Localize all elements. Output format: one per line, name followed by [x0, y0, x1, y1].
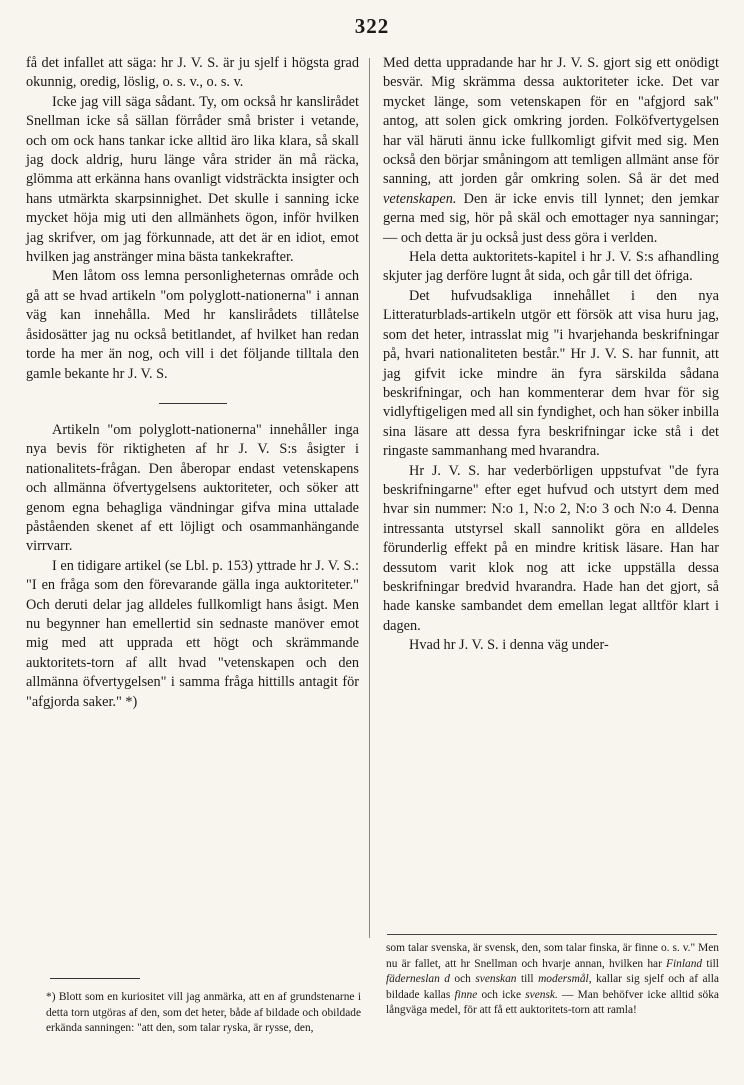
left-paragraph-5: I en tidigare artikel (se Lbl. p. 153) yttrade hr J. V. S.: "I en fråga som den förevarande gälla inga auktoriteter." Och deruti delar jag alldeles fullkomligt hans åsigt. Men nu begynner han emellertid sin sednaste manöver emot mig med att upprada ett högt och skrämmande auktoritets-torn af allt hvad "vetenskapen och den allmänna öfvertygelsen" i samma fråga hittills antagit för "afgjorda saker." *)	[26, 557, 359, 710]
left-column	[26, 54, 359, 712]
right-paragraph-1-tail: Den är icke envis till lynnet; den jemkar gerna med sig, hör på skäl och emottager nya sanningar; — och detta är ju också just dess göra i verlden.	[383, 190, 719, 246]
right-paragraph-3: Det hufvudsakliga innehållet i den nya Litteraturblads-artikeln utgör ett försök att visa huru jag, som det heter, intrasslat mig "i hvarjehanda beskrifningar på, hvari nationaliteten består." Hr J. V. S. har funnit, att jag gifvit icke mindre än fyra särskilda sådana beskrifningar, och han kommenterar dem hvar för sig vidlyftigeligen med all sin fyndighet, och han söker inbilla sina läsare att dessa fyra beskrifningar icke stå i det ringaste sammanhang med hvarandra.	[383, 287, 719, 460]
footnote-left: *) Blott som en kuriositet vill jag anmärka, att en af grundstenarne i detta torn utgöras af den, som det heter, både af bildade och obildade erkända sanningen: "att den, som talar ryska, är rysse, den,	[46, 991, 361, 1035]
right-paragraph-1-text: Med detta uppradande har hr J. V. S. gjort sig ett onödigt besvär. Mig skrämma dessa auktoriteter icke. Det var mycket länge, som vetenskapen för en "afgjord sak" antog, att solen gick omkring jorden. Folköfvertygelsen har väl häruti ännu icke fullkomligt gifvit med sig. Men också den börjar småningom att temligen allmänt anse för sanning, att jorden går omkring solen. Så är det med	[383, 55, 719, 188]
right-paragraph-2: Hela detta auktoritets-kapitel i hr J. V. S:s afhandling skjuter jag derföre lugnt åt sida, och går till det öfriga.	[383, 249, 719, 285]
left-paragraph-4: Artikeln "om polyglott-nationerna" innehåller inga nya bevis för riktigheten af hr J. V. S:s åsigter i nationalitets-frågan. Den åberopar endast vetenskapens och allmänna öfvertygelsens auktoriteter, och söker att genom egna behagliga vändningar gifva mina uttalade påståenden skenet af ett löjligt och osammanhängande virrvarr.	[26, 421, 359, 555]
right-paragraph-5: Hvad hr J. V. S. i denna väg under-	[409, 637, 609, 654]
column-divider	[369, 58, 370, 938]
footnote-right-a: som talar svenska, är svensk, den, som talar finska, är finne o. s. v." Men nu är fallet, att hr Snellman och hvarje annan, hvilken har	[386, 942, 719, 970]
footnote-right-d: till	[520, 973, 534, 986]
left-paragraph-3: Men låtom oss lemna personligheternas område och gå att se hvad artikeln "om polyglott-nationerna" i annan väg kan innehålla. Med hr kanslirådets tillåtelse åsidosätter jag nu också betitlandet, af hvilket han redan torde ha mer än nog, och vill i det följande tilltala den gamle bekante hr J. V. S.	[26, 268, 359, 382]
footnote-right-f: och icke	[481, 988, 522, 1001]
page-number: 322	[354, 14, 390, 38]
left-paragraph-1: få det infallet att säga: hr J. V. S. är ju sjelf i högsta grad okunnig, oredig, löslig, o. s. v., o. s. v.	[26, 55, 359, 91]
left-paragraph-2: Icke jag vill säga sådant. Ty, om också hr kanslirådet Snellman icke så sällan förråder små brister i vetande, och om ock hans tankar icke alltid äro lika klara, så skall jag dock aldrig, huru länge våra strider än må räcka, glömma att erkänna hans ovanligt vidsträckta insigter och hans utmärkta skarpsinnighet. Det skulle i sanning icke mycket höja mig uti den allmänhets ögon, inför hvilken jag skrifver, om jag förkunnade, att det är en idiot, emot hvilken jag anstränger mina bästa tankekrafter.	[26, 93, 359, 266]
footnote-right-e: kallar sig sjelf och af alla bildade kallas	[386, 973, 719, 1001]
footnote-right-em-finne: finne	[454, 988, 478, 1001]
right-column	[383, 54, 719, 656]
right-paragraph-4: Hr J. V. S. har vederbörligen uppstufvat "de fyra beskrifningarne" efter eget hufvud och utstyrt dem med hvar sin nummer: N:o 1, N:o 2, N:o 3 och N:o 4. Denna intressanta utstyrsel skall sannolikt göra en alldeles förunderlig effekt på en mindre kritisk läsare. Han har dessutom varit klok nog att icke uppställa dessa beskrifningar bredvid hvarandra. Hade han det gjort, så hade kanske sambandet dem emellan legat alltför klart i dagen.	[383, 462, 719, 634]
footnote-right-em-faderneslan: fäderneslan d	[386, 973, 450, 986]
footnote-right-em-svensk: svensk.	[525, 988, 558, 1001]
footnote-right-em-modersmal: modersmål,	[538, 973, 592, 986]
footnote-right-em-finland: Finland	[666, 957, 703, 970]
footnote-right-b: till	[706, 957, 719, 970]
section-separator	[159, 403, 227, 404]
footnote-right	[386, 941, 719, 1019]
footnote-right-g: — Man behöfver icke alltid söka långväga medel, för att få ett auktoritets-torn att ramla!	[386, 988, 719, 1017]
footnote-right-c: och	[454, 973, 471, 986]
right-paragraph-1-emphasis: vetenskapen.	[383, 190, 457, 207]
footnote-right-em-svenskan: svenskan	[475, 973, 517, 986]
right-paragraph-1	[383, 54, 719, 248]
footnote-rule-right	[387, 934, 717, 935]
footnote-rule-left	[50, 978, 140, 979]
